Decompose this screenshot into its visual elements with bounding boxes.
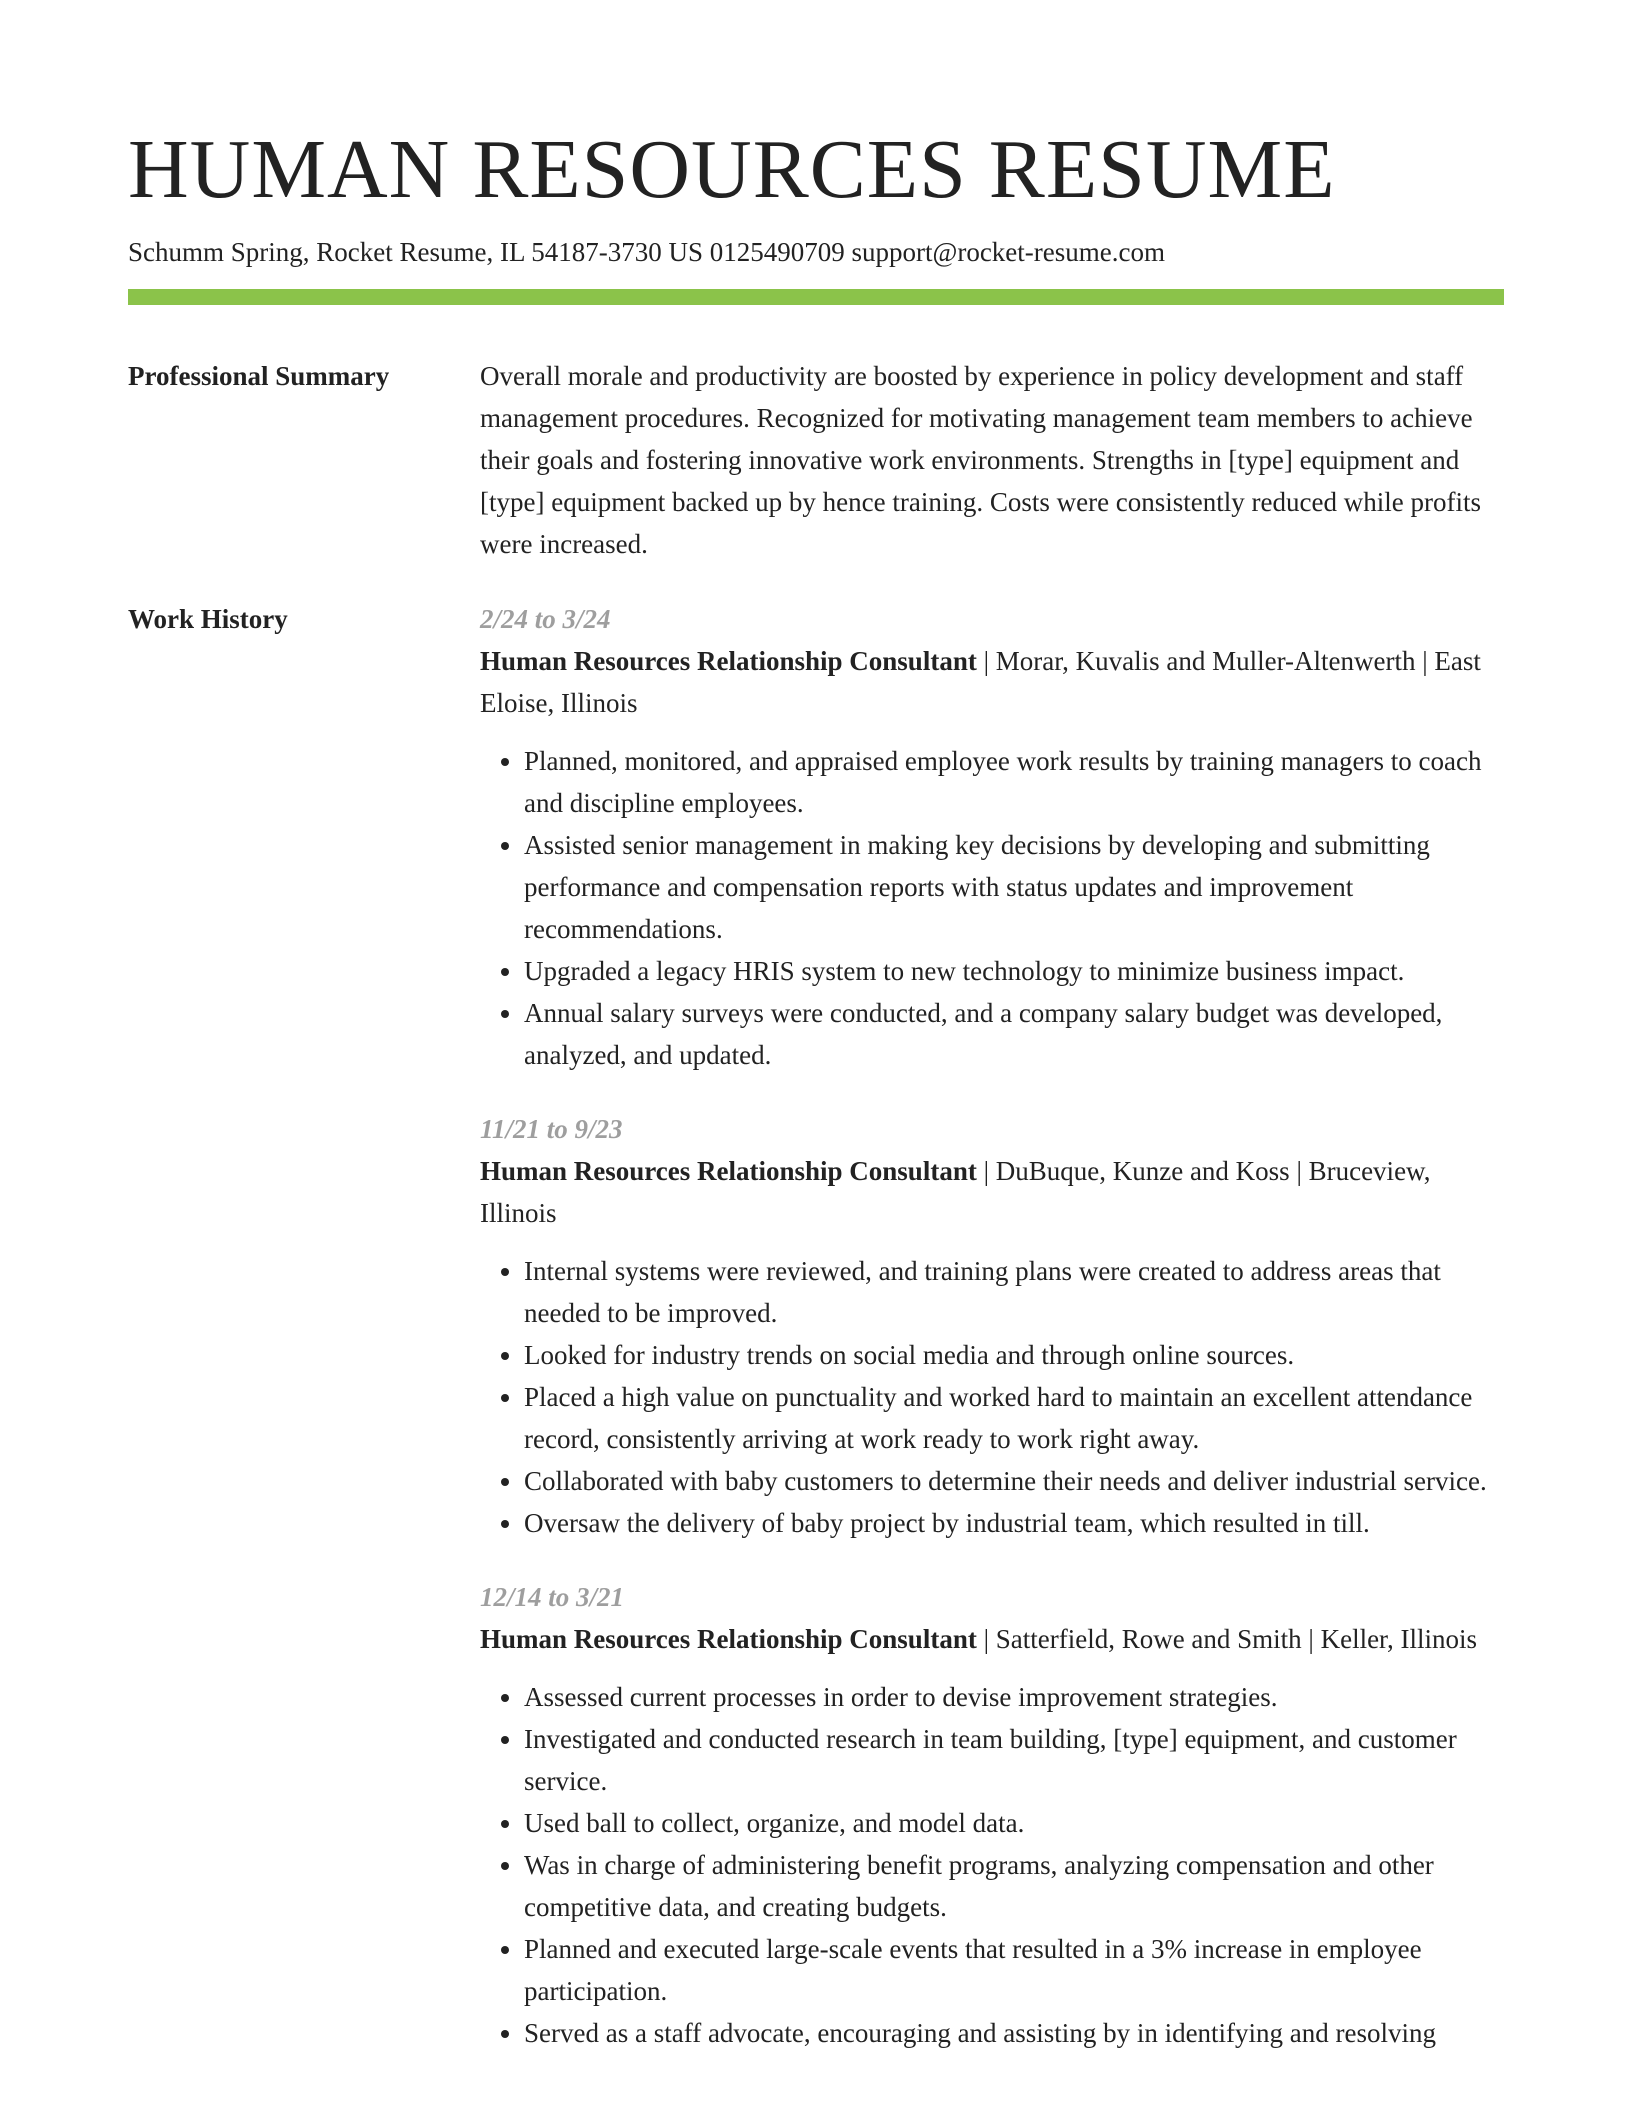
job-bullet: • Assessed current processes in order to devise improvement strategies.: [524, 1676, 1504, 1718]
job-bullet: • Investigated and conducted research in team building, [type] equipment, and customer service.: [524, 1718, 1504, 1802]
job-bullet: • Assisted senior management in making key decisions by developing and submitting performance and compensation reports with status updates and improvement recommendations.: [524, 824, 1504, 950]
job-bullet: • Oversaw the delivery of baby project by industrial team, which resulted in till.: [524, 1502, 1504, 1544]
job-bullet: • Was in charge of administering benefit programs, analyzing compensation and other competitive data, and creating budgets.: [524, 1844, 1504, 1928]
job-title: Human Resources Relationship Consultant: [480, 1624, 977, 1654]
job-entry: [480, 1576, 1504, 2054]
job-bullet: • Used ball to collect, organize, and model data.: [524, 1802, 1504, 1844]
resume-page: [128, 0, 1504, 2112]
work-history-body: [480, 598, 1504, 2086]
section-label-summary: Professional Summary: [128, 361, 390, 391]
header-divider: [128, 289, 1504, 305]
job-bullet: • Placed a high value on punctuality and worked hard to maintain an excellent attendance record, consistently arriving at work ready to work right away.: [524, 1376, 1504, 1460]
work-history-section: [128, 598, 1504, 2086]
job-bullet: • Looked for industry trends on social media and through online sources.: [524, 1334, 1504, 1376]
job-company-location: | Morar, Kuvalis and Muller-Altenwerth | East Eloise, Illinois: [480, 646, 1481, 718]
job-company-location: | DuBuque, Kunze and Koss | Bruceview, Illinois: [480, 1156, 1431, 1228]
job-bullet: • Planned, monitored, and appraised employee work results by training managers to coach and discipline employees.: [524, 740, 1504, 824]
summary-body: [480, 355, 1504, 565]
summary-text: Overall morale and productivity are boosted by experience in policy development and staff management procedures. Recognized for motivating management team members to achieve their goals and fostering innovative work environments. Strengths in [type] equipment and [type] equipment backed up by hence training. Costs were consistently reduced while profits were increased.: [480, 361, 1481, 559]
job-company-location: | Satterfield, Rowe and Smith | Keller, Illinois: [976, 1624, 1477, 1654]
job-bullet-list: [480, 740, 1504, 1076]
job-title: Human Resources Relationship Consultant: [480, 1156, 977, 1186]
job-bullet: • Annual salary surveys were conducted, and a company salary budget was developed, analyzed, and updated.: [524, 992, 1504, 1076]
job-heading: [480, 640, 1504, 724]
job-bullet-list: [480, 1250, 1504, 1544]
job-heading: [480, 1618, 1504, 1660]
resume-title: HUMAN RESOURCES RESUME: [128, 123, 1336, 216]
job-heading: [480, 1150, 1504, 1234]
job-title: Human Resources Relationship Consultant: [480, 646, 977, 676]
job-bullet: • Upgraded a legacy HRIS system to new technology to minimize business impact.: [524, 950, 1504, 992]
job-entry: [480, 1108, 1504, 1544]
job-bullet-list: [480, 1676, 1504, 2054]
section-label-work-history: Work History: [128, 604, 288, 634]
job-bullet: • Planned and executed large-scale events that resulted in a 3% increase in employee participation.: [524, 1928, 1504, 2012]
job-bullet: • Served as a staff advocate, encouraging and assisting by in identifying and resolving: [524, 2012, 1504, 2054]
contact-info: Schumm Spring, Rocket Resume, IL 54187-3730 US 0125490709 support@rocket-resume.com: [128, 237, 1165, 267]
job-bullet: • Collaborated with baby customers to determine their needs and deliver industrial service.: [524, 1460, 1504, 1502]
job-entry: [480, 598, 1504, 1076]
job-dates: 11/21 to 9/23: [480, 1114, 623, 1144]
job-bullet: • Internal systems were reviewed, and training plans were created to address areas that needed to be improved.: [524, 1250, 1504, 1334]
job-dates: 2/24 to 3/24: [480, 604, 611, 634]
professional-summary-section: [128, 355, 1504, 565]
job-dates: 12/14 to 3/21: [480, 1582, 625, 1612]
